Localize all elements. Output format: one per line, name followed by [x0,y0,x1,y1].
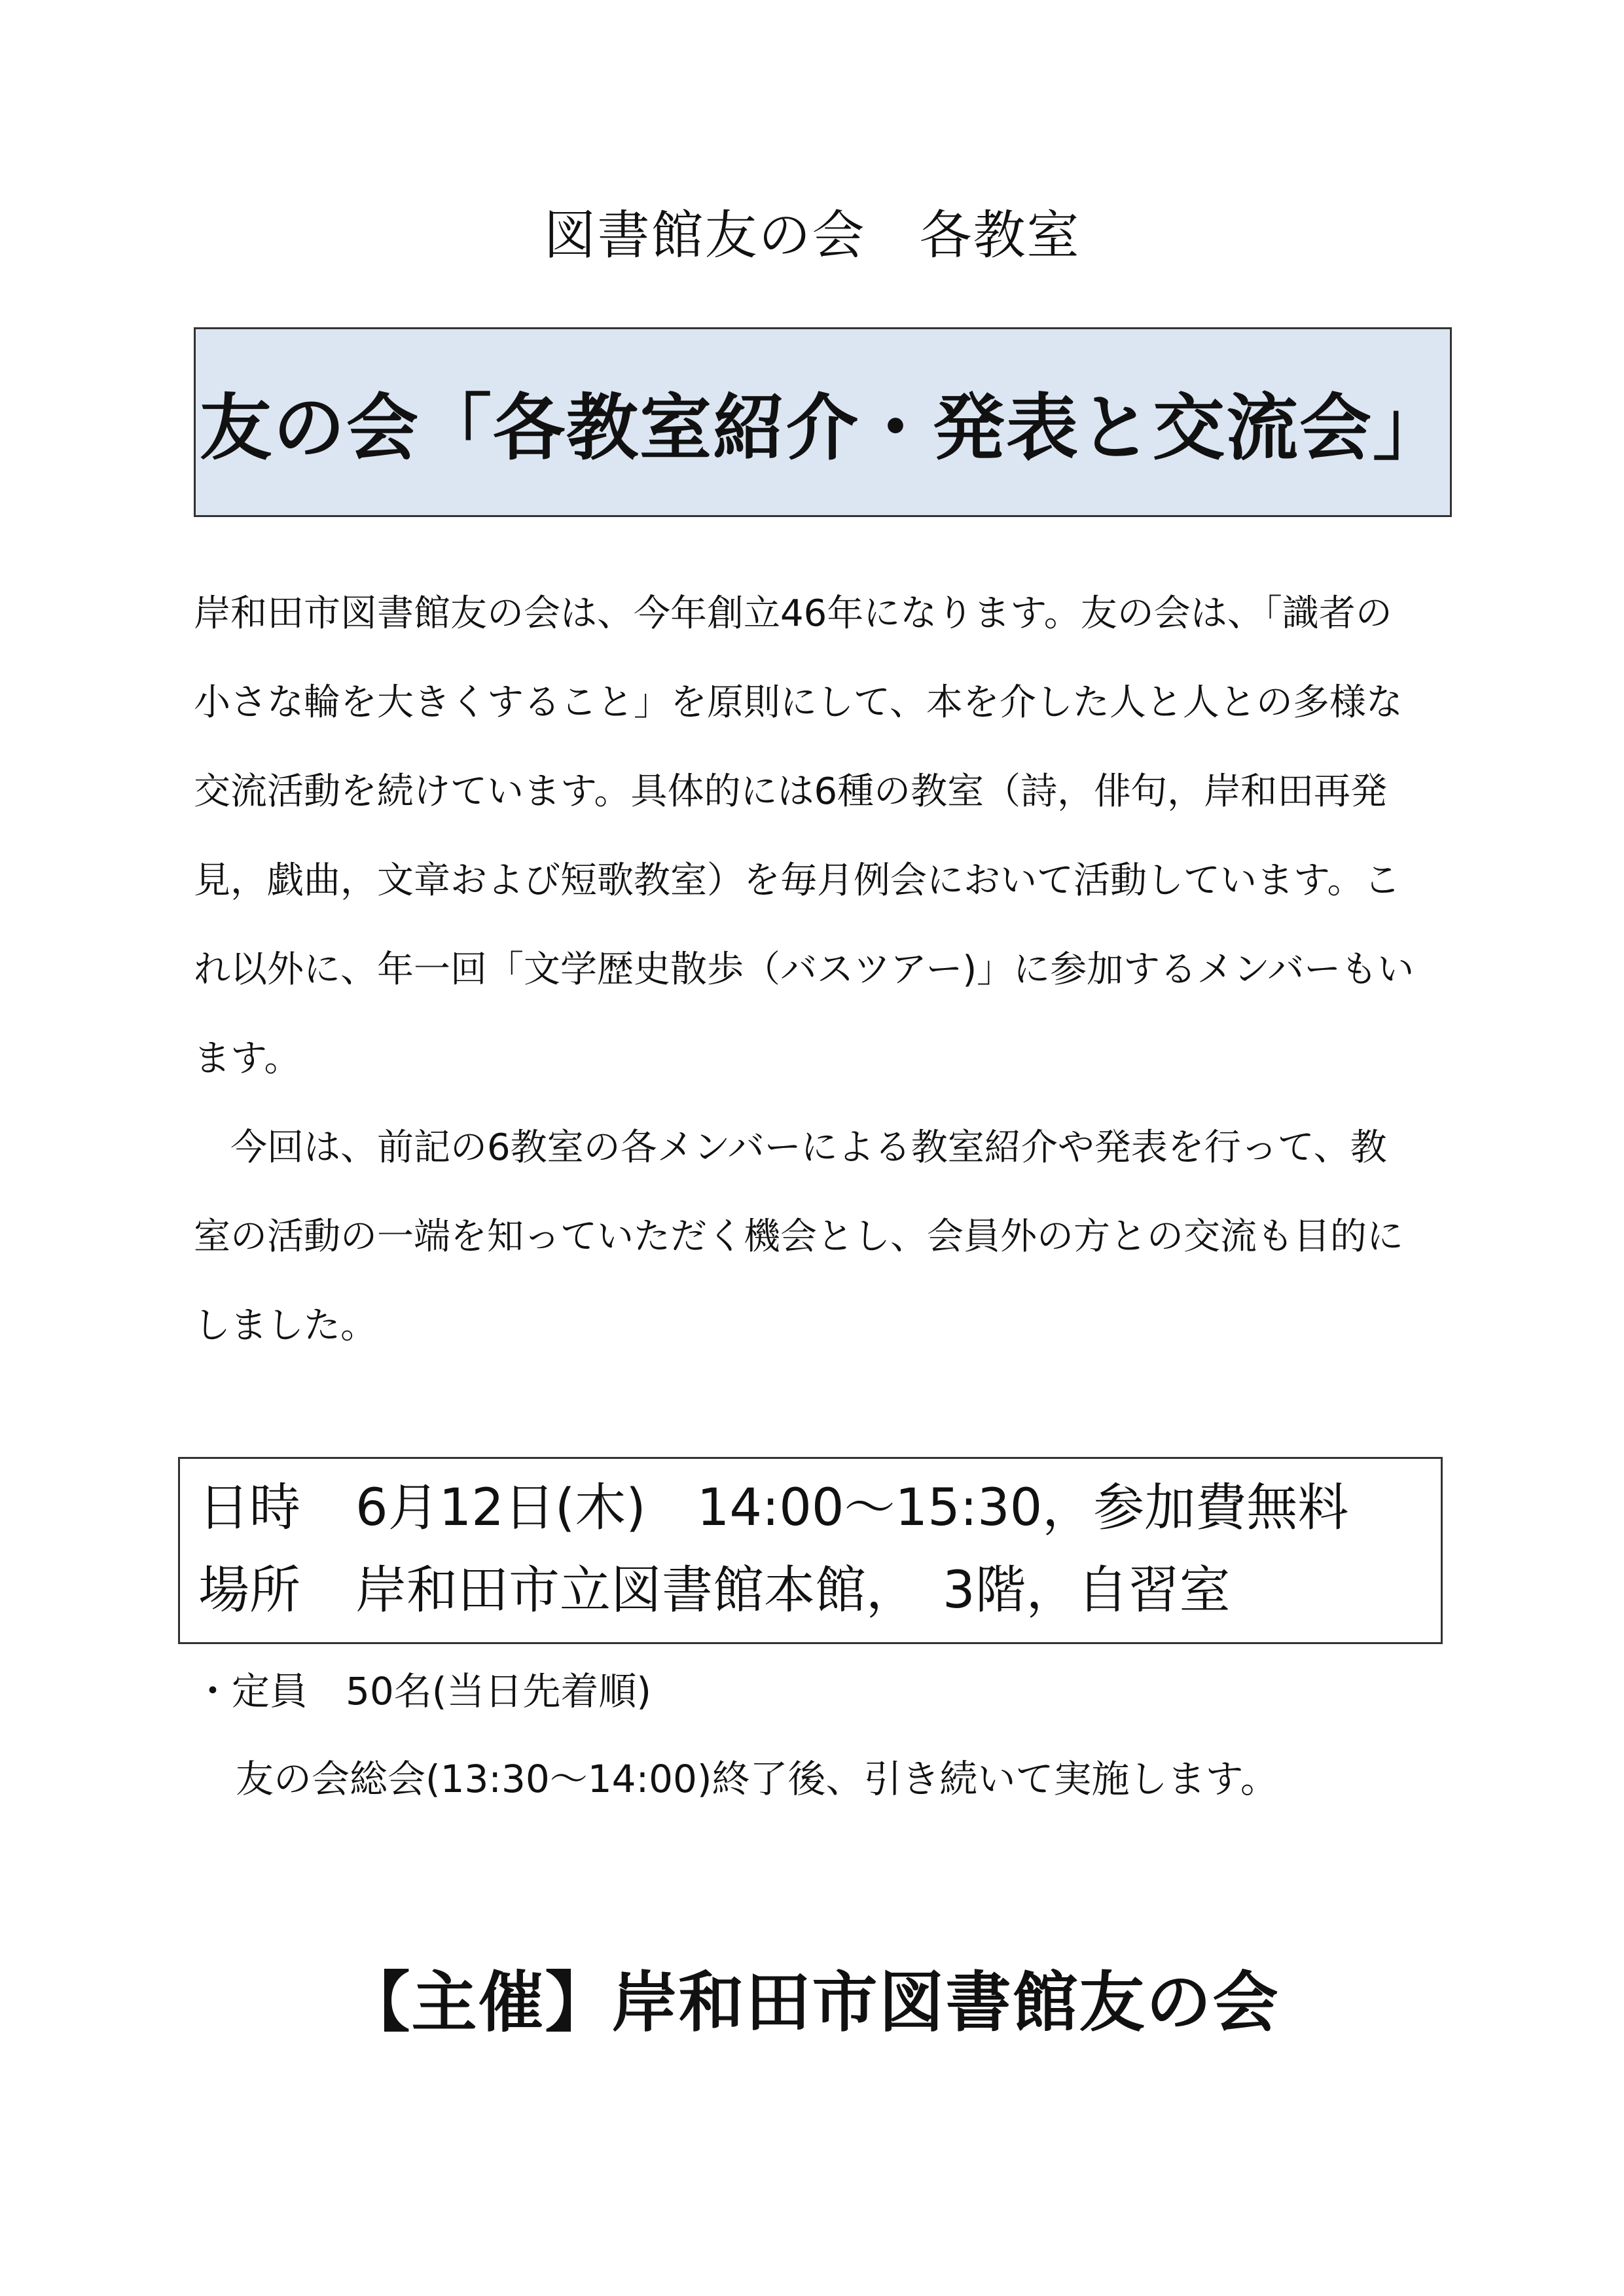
intro-text [194,569,1437,1371]
capacity-text: ・定員 50名(当日先着順) [194,1669,652,1713]
intro-line: 小さな輪を大きくすること」を原則にして、本を介した人と人との多様な [194,681,1403,724]
title-box [194,327,1452,517]
intro-line: 今回は、前記の6教室の各メンバーによる教室紹介や発表を行って、教 [230,1126,1387,1169]
datetime-value: 6月12日(木) 14:00～15:30，参加費無料 [355,1479,1349,1537]
intro-line: しました。 [194,1304,377,1347]
datetime-label: 日時 [198,1479,301,1537]
page-subtitle: 図書館友の会 各教室 [543,205,1081,266]
schedule-note: 友の会総会(13:30～14:00)終了後、引き続いて実施します。 [236,1757,1278,1801]
place-value: 岸和田市立図書館本館， 3階，自習室 [355,1561,1231,1620]
intro-line: ます。 [194,1037,301,1080]
intro-line: 岸和田市図書館友の会は、今年創立46年になります。友の会は、「識者の [194,592,1392,635]
place-label: 場所 [198,1561,301,1620]
organizer: 【主催】岸和田市図書館友の会 [344,1964,1280,2041]
page-title: 友の会「各教室紹介・発表と交流会」 [200,386,1446,470]
intro-paragraph-1 [194,569,1437,1103]
intro-paragraph-2 [194,1103,1437,1371]
place-row [198,1549,1441,1632]
intro-line: れ以外に、年一回「文学歴史散歩（バスツアー)」に参加するメンバーもい [194,948,1415,991]
intro-line: 室の活動の一端を知っていただく機会とし、会員外の方との交流も目的に [194,1215,1403,1258]
intro-line: 見，戯曲，文章および短歌教室）を毎月例会において活動しています。こ [194,859,1401,902]
datetime-row [198,1467,1441,1549]
event-info-box [178,1457,1443,1644]
intro-line: 交流活動を続けています。具体的には6種の教室（詩，俳句，岸和田再発 [194,770,1388,813]
